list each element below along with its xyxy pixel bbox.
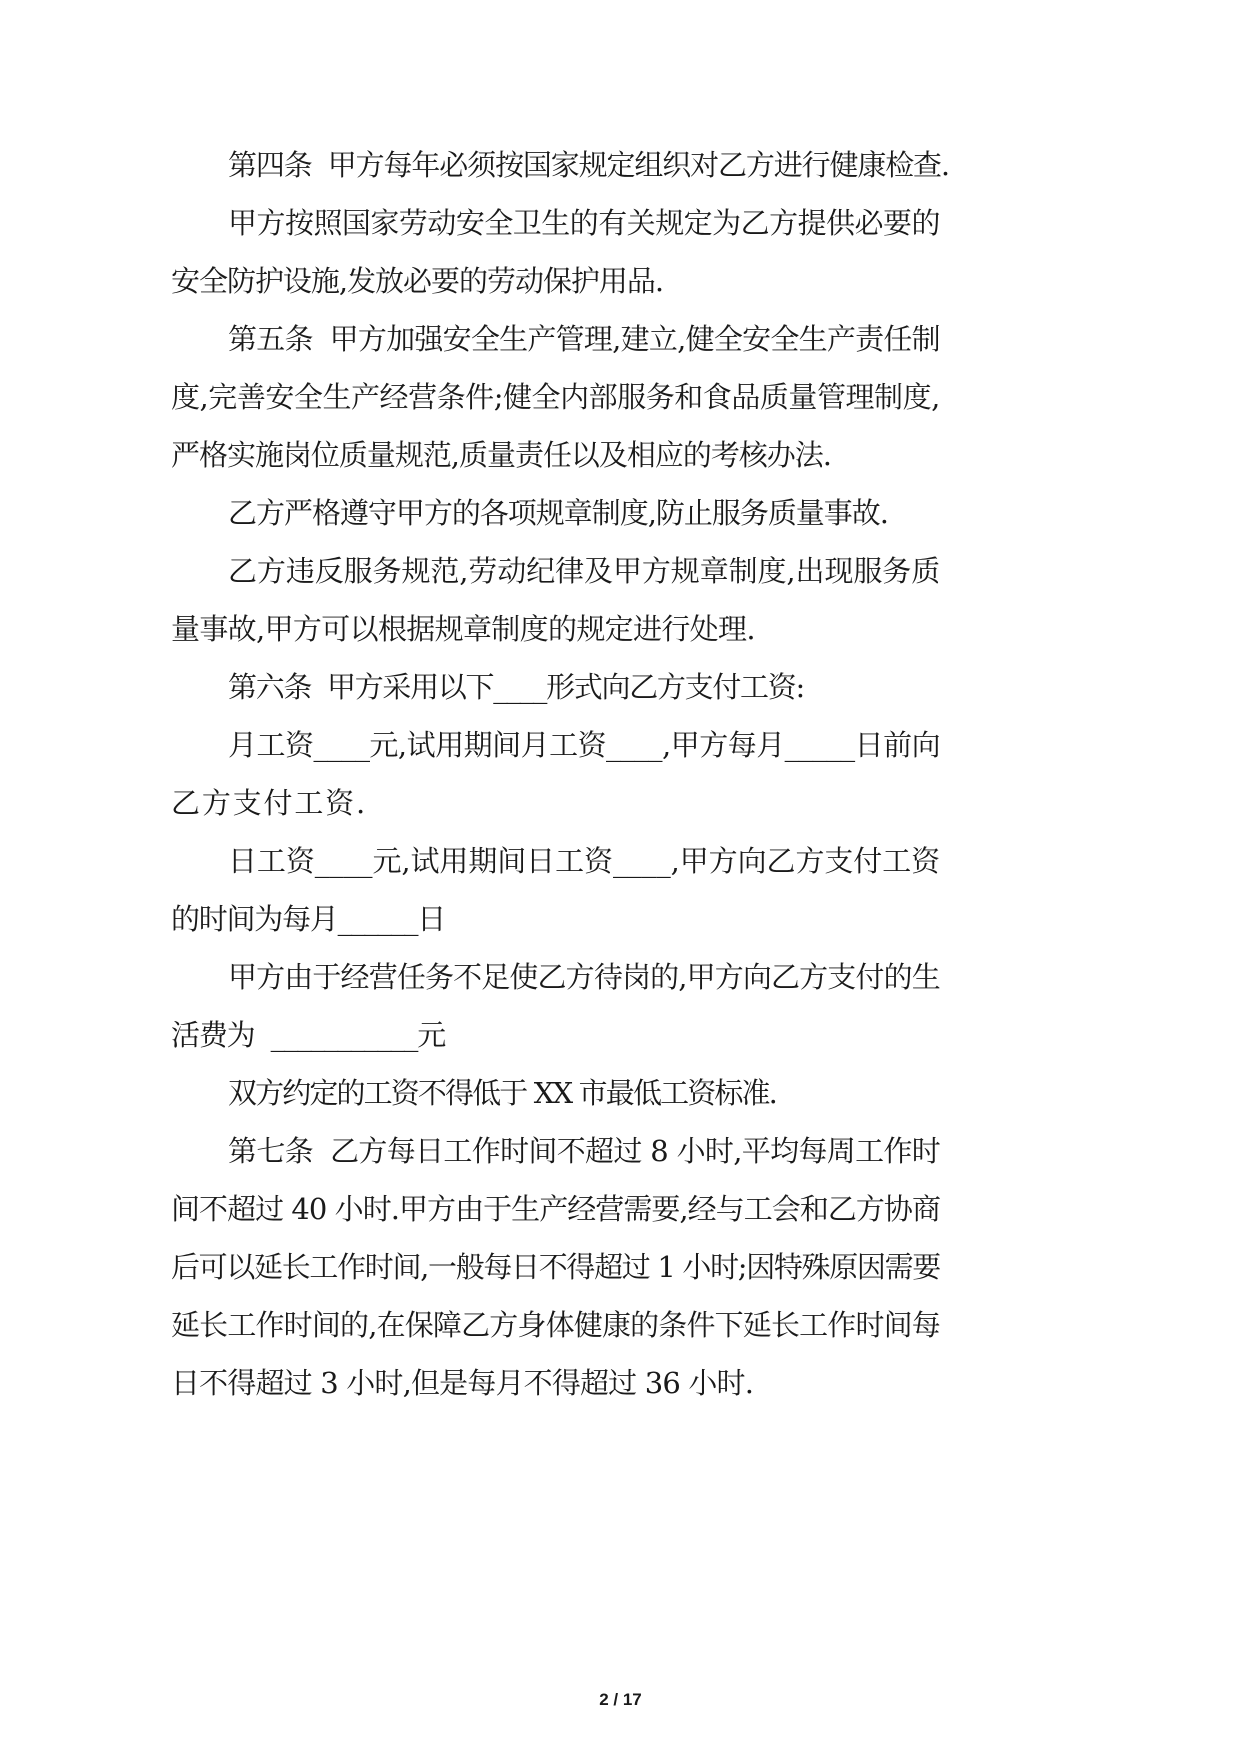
line-text: 第五条 甲方加强安全生产管理,建立,健全安全生产责任制 <box>228 322 940 356</box>
line-text: 的时间为每月______日 <box>171 902 446 936</box>
text-line <box>0 1184 1241 1234</box>
line-text: 严格实施岗位质量规范,质量责任以及相应的考核办法. <box>171 438 831 472</box>
line-text: 月工资____元,试用期间月工资____,甲方每月_____日前向 <box>228 728 941 762</box>
text-line <box>0 1358 1241 1408</box>
line-text: 间不超过 40 小时.甲方由于生产经营需要,经与工会和乙方协商 <box>171 1192 941 1226</box>
line-text: 甲方按照国家劳动安全卫生的有关规定为乙方提供必要的 <box>228 206 941 240</box>
text-line <box>0 314 1241 364</box>
line-text: 度,完善安全生产经营条件;健全内部服务和食品质量管理制度, <box>171 380 940 414</box>
line-text: 日工资____元,试用期间日工资____,甲方向乙方支付工资 <box>228 844 941 878</box>
text-line <box>0 720 1241 770</box>
line-text: 第七条 乙方每日工作时间不超过 8 小时,平均每周工作时 <box>228 1134 941 1168</box>
text-line <box>0 1068 1241 1118</box>
line-text: 量事故,甲方可以根据规章制度的规定进行处理. <box>171 612 755 646</box>
line-text: 延长工作时间的,在保障乙方身体健康的条件下延长工作时间每 <box>171 1308 940 1342</box>
line-text: 安全防护设施,发放必要的劳动保护用品. <box>171 264 664 298</box>
text-line <box>0 1126 1241 1176</box>
line-text: 双方约定的工资不得低于 XX 市最低工资标准. <box>228 1076 776 1110</box>
page-number: 2 / 17 <box>599 1690 642 1709</box>
text-line <box>0 1300 1241 1350</box>
line-text: 甲方由于经营任务不足使乙方待岗的,甲方向乙方支付的生 <box>228 960 940 994</box>
line-text: 乙方支付工资. <box>171 786 368 820</box>
line-text: 第四条 甲方每年必须按国家规定组织对乙方进行健康检查. <box>228 148 950 182</box>
line-text: 乙方违反服务规范,劳动纪律及甲方规章制度,出现服务质 <box>228 554 941 588</box>
text-line <box>0 372 1241 422</box>
text-line <box>0 198 1241 248</box>
text-line <box>0 1010 1241 1060</box>
text-line <box>0 894 1241 944</box>
text-line <box>0 140 1241 190</box>
text-line <box>0 488 1241 538</box>
text-line <box>0 430 1241 480</box>
line-text: 第六条 甲方采用以下____形式向乙方支付工资: <box>228 670 804 704</box>
line-text: 活费为 ___________元 <box>171 1018 446 1052</box>
text-line <box>0 256 1241 306</box>
text-line <box>0 662 1241 712</box>
text-line <box>0 778 1241 828</box>
text-line <box>0 836 1241 886</box>
line-text: 乙方严格遵守甲方的各项规章制度,防止服务质量事故. <box>228 496 888 530</box>
text-line <box>0 952 1241 1002</box>
text-line <box>0 546 1241 596</box>
text-line <box>0 1242 1241 1292</box>
line-text: 日不得超过 3 小时,但是每月不得超过 36 小时. <box>171 1366 754 1400</box>
line-text: 后可以延长工作时间,一般每日不得超过 1 小时;因特殊原因需要 <box>171 1250 940 1284</box>
text-line <box>0 604 1241 654</box>
